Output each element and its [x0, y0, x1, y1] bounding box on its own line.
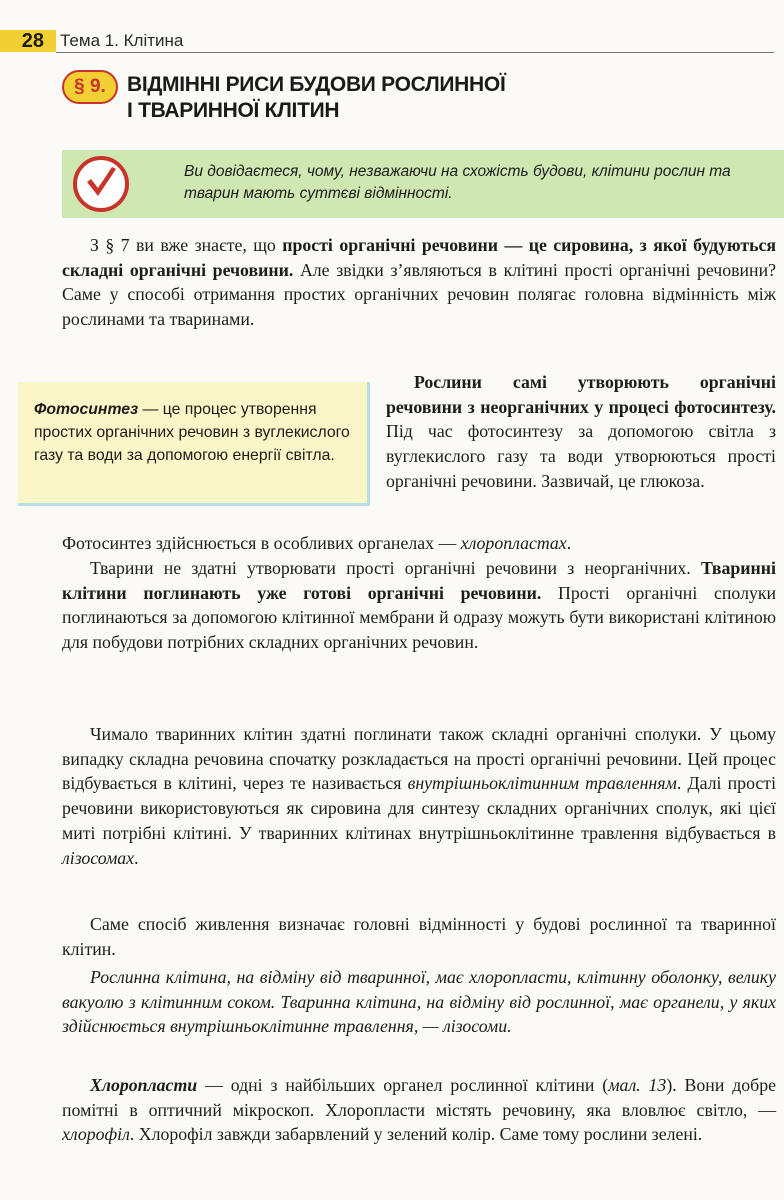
p7-figure-ref: мал. 13 [608, 1075, 667, 1095]
definition-box [18, 382, 370, 506]
paragraph-2-continuation [62, 531, 776, 556]
p3-bold: Тваринні клітини поглинають уже готові органічні речовини. [62, 558, 776, 603]
p7-end: . Хлорофіл завжди забарвлений у зелений колір. Саме тому рослини зелені. [129, 1124, 703, 1145]
p2c-text: Фотосинтез здійснюється в особливих органелах — [62, 533, 461, 553]
p1-text-end: Але звідки з’являються в клітині прості органічні речовини? Саме у способі отримання простих органічних речовин полягає головна відмінність між рослинами та тваринами. [62, 259, 776, 330]
section-title [127, 72, 747, 124]
p4-term: внутрішньоклітинним травленням [407, 773, 677, 794]
paragraph-4 [62, 722, 776, 870]
paragraph-6: Рослинна клітина, на відміну від тваринної, має хлоропласти, клітинну оболонку, велику вакуолю з клітинним соком. Тваринна клітина, на відміну від рослинної, має органели, у яких здійснюється внутрішньоклітинне травлення, — лізосоми. [62, 967, 776, 1037]
paragraph-7 [62, 1073, 776, 1147]
p2c-term: хлоропластах [460, 533, 567, 553]
p2-text: Під час фотосинтезу за допомогою світла з вуглекислого газу та води утворюються прості органічні речовини. Зазвичай, це глюкоза. [386, 421, 776, 491]
paragraph-5: Саме спосіб живлення визначає головні відмінності у будові рослинної та тваринної клітин. [62, 914, 776, 959]
section-number-badge: § 9. [62, 70, 118, 104]
definition-text: — це процес утворення простих органічних речовин з вуглекислого газу та води за допомогою енергії світла. [34, 401, 350, 464]
p3-text-end: Прості органічні сполуки поглинаються за допомогою клітинної мембрани й одразу можуть бути використані клітиною для побудови потрібних складних органічних речовин. [62, 582, 776, 653]
page-number: 28 [0, 30, 56, 52]
page-header [0, 30, 784, 56]
p2c-end: . [566, 533, 572, 553]
section-title-line1: ВІДМІННІ РИСИ БУДОВИ РОСЛИННОЇ [127, 73, 506, 96]
header-rule [56, 52, 774, 53]
p1-text: З § 7 ви вже знаєте, що [90, 235, 283, 255]
paragraph-3 [62, 556, 776, 655]
p1-bold: прості органічні речовини — це сировина, з якої будуються складні органічні речовини. [62, 235, 776, 280]
p7-term-2: хлорофіл [62, 1124, 130, 1145]
definition-term: Фотосинтез [34, 401, 139, 418]
paragraph-2 [386, 370, 776, 494]
learning-goal-text: Ви довідаєтеся, чому, незважаючи на схожість будови, клітини рослин та тварин мають суттєві відмінності. [184, 163, 731, 202]
p7-term: Хлоропласти [90, 1075, 198, 1095]
paragraph-1 [62, 233, 776, 332]
p7-text: — одні з найбільших органел рослинної клітини ( [197, 1075, 609, 1095]
p3-text: Тварини не здатні утворювати прості органічні речовини з неорганічних. [90, 558, 701, 578]
topic-label: Тема 1. Клітина [60, 31, 184, 50]
p4-term-2: лізосомах [62, 847, 135, 868]
section-title-line2: І ТВАРИННОЇ КЛІТИН [127, 99, 340, 122]
p2-bold: Рослини самі утворюють органічні речовини з неорганічних у процесі фотосинтезу. [386, 372, 776, 417]
p4-end: . [134, 847, 139, 868]
learning-goal-box [62, 150, 784, 218]
p7-text-mid: ). Вони добре помітні в оптичний мікроскоп. Хлоропласти містять речовину, яка вловлює світло, — [62, 1075, 776, 1120]
p4-text-mid: . Далі прості речовини використовуються як сировина для синтезу складних органічних сполук, які цієї миті потрібні клітині. У тваринних клітинах внутрішньоклітинне травлення відбувається в [62, 773, 777, 843]
check-mark-icon [72, 155, 130, 213]
p4-text: Чимало тваринних клітин здатні поглинати також складні органічні сполуки. У цьому випадку складна речовина спочатку розкладається на прості органічні речовини. Цей процес відбувається в клітині, через те називається [62, 724, 776, 794]
